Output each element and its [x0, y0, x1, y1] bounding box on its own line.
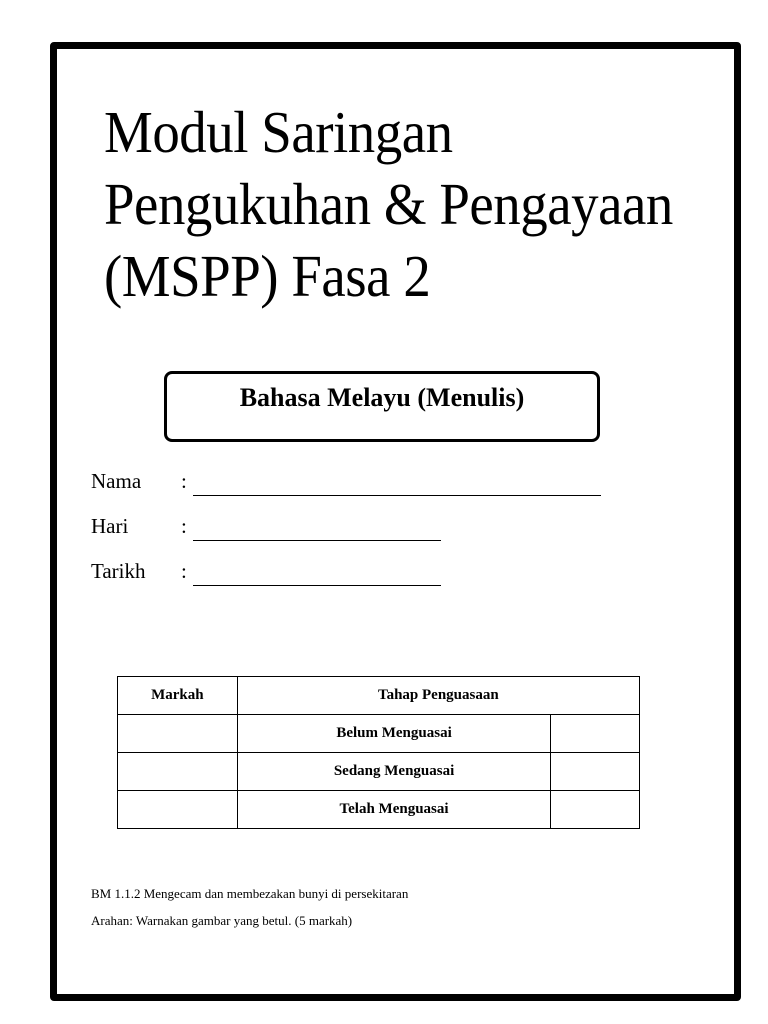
tick-cell-telah[interactable]: [551, 791, 640, 829]
table-row: [118, 753, 640, 791]
level-telah-menguasai: Telah Menguasai: [237, 791, 551, 829]
header-markah: Markah: [118, 677, 238, 715]
name-colon: :: [181, 469, 187, 493]
table-row: [118, 791, 640, 829]
day-input-line[interactable]: [193, 518, 441, 541]
learning-standard: BM 1.1.2 Mengecam dan membezakan bunyi di persekitaran: [91, 886, 409, 901]
instruction-text: Arahan: Warnakan gambar yang betul. (5 markah): [91, 913, 353, 928]
markah-cell-3[interactable]: [118, 791, 238, 829]
tick-cell-sedang[interactable]: [551, 753, 640, 791]
title-line-2: Pengukuhan & Pengayaan: [104, 171, 673, 237]
date-colon: :: [181, 559, 187, 583]
table-header-row: [118, 677, 640, 715]
name-field: [91, 466, 601, 496]
module-title: [104, 96, 681, 312]
date-label: Tarikh: [91, 559, 146, 583]
name-input-line[interactable]: [193, 473, 601, 496]
name-label: Nama: [91, 469, 142, 493]
day-label: Hari: [91, 514, 129, 538]
level-belum-menguasai: Belum Menguasai: [237, 715, 551, 753]
table-row: [118, 715, 640, 753]
subject-box: [164, 371, 600, 442]
subject-title: Bahasa Melayu (Menulis): [239, 383, 525, 412]
date-field: [91, 556, 441, 586]
score-table: [117, 676, 640, 829]
tick-cell-belum[interactable]: [551, 715, 640, 753]
title-line-3: (MSPP) Fasa 2: [104, 243, 431, 309]
day-colon: :: [181, 514, 187, 538]
title-line-1: Modul Saringan: [104, 99, 453, 165]
markah-cell-2[interactable]: [118, 753, 238, 791]
level-sedang-menguasai: Sedang Menguasai: [237, 753, 551, 791]
header-tahap-penguasaan: Tahap Penguasaan: [237, 677, 639, 715]
day-field: [91, 511, 441, 541]
date-input-line[interactable]: [193, 563, 441, 586]
markah-cell-1[interactable]: [118, 715, 238, 753]
